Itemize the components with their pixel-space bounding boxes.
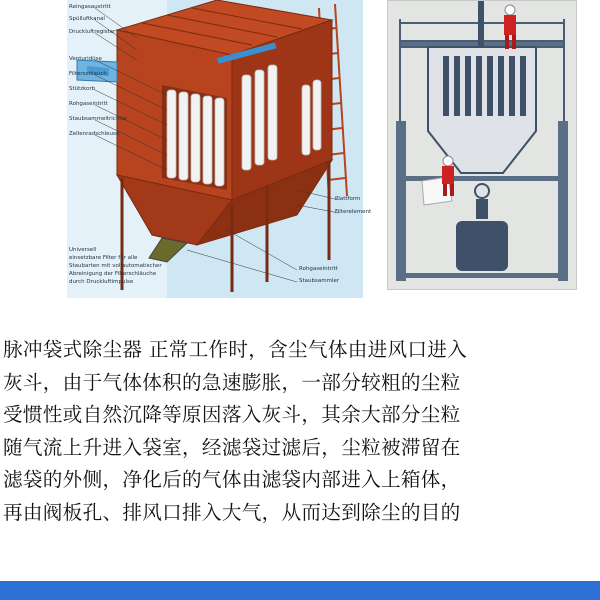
callout-label: Druckluftregister bbox=[69, 29, 116, 35]
description-line: 再由阀板孔、排风口排入大气，从而达到除尘的目的 bbox=[3, 500, 461, 524]
callout-label: Stützkorb bbox=[69, 86, 96, 92]
caption-line: einsetzbare Filter für alle bbox=[69, 255, 138, 261]
description-text bbox=[3, 334, 597, 529]
bag-filter-drawing bbox=[67, 0, 363, 298]
callout-label: Plattform bbox=[335, 196, 361, 202]
callout-label: Spülluftkanal bbox=[69, 16, 105, 22]
callout-label: Staubsammeltrichter bbox=[69, 116, 128, 122]
callout-label: Filterelement bbox=[335, 209, 372, 215]
callout-label: Staubsammler bbox=[299, 278, 340, 284]
description-line: 灰斗，由于气体体积的急速膨胀，一部分较粗的尘粒 bbox=[3, 370, 461, 394]
footer-bar bbox=[0, 581, 600, 600]
description-line: 滤袋的外侧，净化后的气体由滤袋内部进入上箱体， bbox=[3, 468, 461, 491]
bag-filter-schematic-illustration bbox=[387, 0, 577, 290]
caption-line: durch Druckluftimpulse bbox=[69, 279, 134, 285]
callout-label: Filterschlauch bbox=[69, 71, 107, 77]
callout-label: Venturidüse bbox=[69, 56, 102, 62]
description-line: 脉冲袋式除尘器 正常工作时，含尘气体由进风口进入 bbox=[3, 338, 468, 361]
callout-label: Zellenradschleuse bbox=[69, 131, 120, 137]
description-line: 随气流上升进入袋室，经滤袋过滤后，尘粒被滞留在 bbox=[3, 435, 461, 459]
callout-label: Rohgaseintritt bbox=[299, 266, 338, 272]
callout-label: Rohgaseintritt bbox=[69, 101, 108, 107]
collection-drum bbox=[456, 221, 508, 271]
schematic-drawing bbox=[388, 1, 576, 289]
bag-filter-cutaway-illustration bbox=[67, 0, 372, 298]
description-line: 受惯性或自然沉降等原因落入灰斗，其余大部分尘粒 bbox=[3, 403, 461, 426]
caption-line: Abreinigung der Filterschläuche bbox=[69, 271, 157, 277]
callout-label: Reingasaustritt bbox=[69, 4, 111, 10]
caption-line: Staubarten mit vollautomatischer bbox=[69, 263, 162, 269]
caption-line: Universell bbox=[69, 247, 97, 253]
